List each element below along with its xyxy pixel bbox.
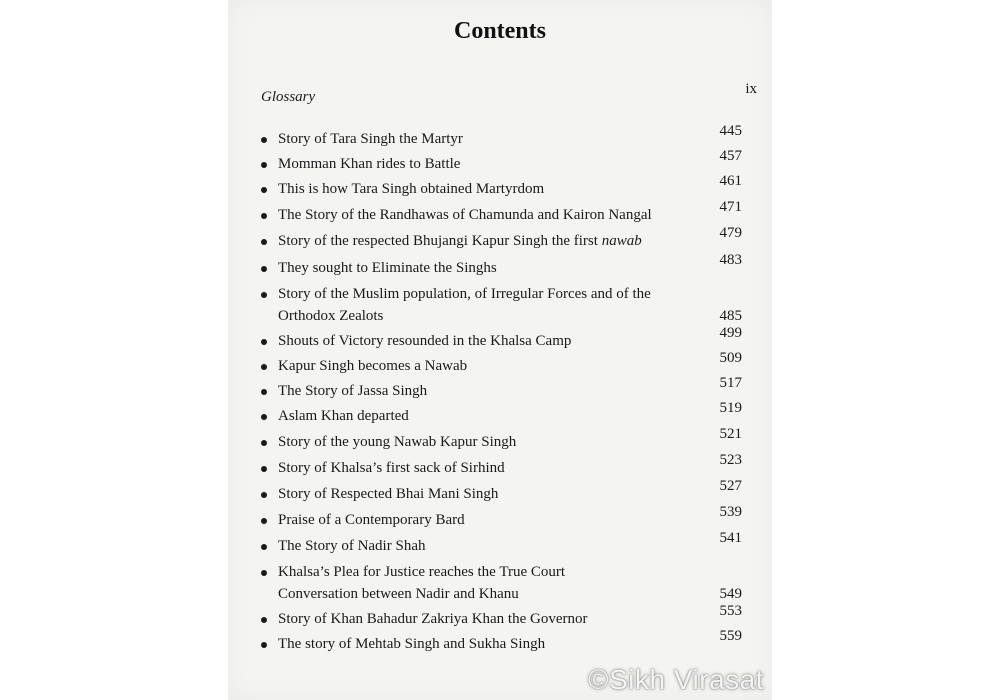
entry-title: Story of Respected Bhai Mani Singh <box>278 486 499 502</box>
bullet-icon <box>261 544 267 550</box>
entry-page-number: 471 <box>719 199 742 215</box>
entry-page-number: 509 <box>719 350 742 366</box>
watermark: ©Sikh Virasat <box>587 664 764 695</box>
bullet-icon <box>261 440 267 446</box>
entry-page-number: 541 <box>719 530 742 546</box>
entry-title: They sought to Eliminate the Singhs <box>278 260 497 276</box>
entry-page-number: 485 <box>719 308 742 324</box>
bullet-icon <box>261 492 267 498</box>
bullet-icon <box>261 642 267 648</box>
bullet-icon <box>261 466 267 472</box>
entry-page-number: 553 <box>719 603 742 619</box>
entry-title-emphasis: nawab <box>601 233 642 249</box>
entry-page-number: 499 <box>719 325 742 341</box>
entry-page-number: 539 <box>719 504 742 520</box>
bullet-icon <box>261 518 267 524</box>
entry-page-number: 521 <box>719 426 742 442</box>
bullet-icon <box>261 162 267 168</box>
entry-title: Story of the Muslim population, of Irregular Forces and of the <box>278 286 651 302</box>
entry-page-number: 559 <box>719 628 742 644</box>
entry-page-number: 519 <box>719 400 742 416</box>
bullet-icon <box>261 570 267 576</box>
bullet-icon <box>261 364 267 370</box>
entry-page-number: 483 <box>719 252 742 268</box>
entry-page-number: 457 <box>719 148 742 164</box>
bullet-icon <box>261 137 267 143</box>
entry-title: This is how Tara Singh obtained Martyrdom <box>278 181 545 197</box>
entry-title: Praise of a Contemporary Bard <box>278 512 465 528</box>
entry-title: Momman Khan rides to Battle <box>278 156 461 172</box>
entry-page-number: 523 <box>719 452 742 468</box>
entry-title: The story of Mehtab Singh and Sukha Singh <box>278 636 546 652</box>
entry-title: The Story of the Randhawas of Chamunda and Kairon Nangal <box>278 207 652 223</box>
bullet-icon <box>261 213 267 219</box>
bullet-icon <box>261 414 267 420</box>
entry-page-number: 461 <box>719 173 742 189</box>
bullet-icon <box>261 339 267 345</box>
glossary-page-number: ix <box>745 81 757 97</box>
book-page <box>228 0 772 700</box>
entry-title: Story of the young Nawab Kapur Singh <box>278 434 517 450</box>
bullet-icon <box>261 266 267 272</box>
entry-title-continued: Orthodox Zealots <box>278 308 384 324</box>
entry-page-number: 479 <box>719 225 742 241</box>
bullet-icon <box>261 239 267 245</box>
entry-page-number: 445 <box>719 123 742 139</box>
entry-title: Kapur Singh becomes a Nawab <box>278 358 468 374</box>
entry-title: Story of Tara Singh the Martyr <box>278 131 463 147</box>
entry-page-number: 517 <box>719 375 742 391</box>
entry-title-continued: Conversation between Nadir and Khanu <box>278 586 519 602</box>
entry-title: Aslam Khan departed <box>278 408 409 424</box>
entry-page-number: 549 <box>719 586 742 602</box>
bullet-icon <box>261 617 267 623</box>
glossary-label: Glossary <box>261 89 316 105</box>
bullet-icon <box>261 292 267 298</box>
entry-title: Shouts of Victory resounded in the Khalsa Camp <box>278 333 572 349</box>
bullet-icon <box>261 389 267 395</box>
entry-title: The Story of Nadir Shah <box>278 538 426 554</box>
page-title: Contents <box>453 18 546 44</box>
entry-title: Story of Khalsa’s first sack of Sirhind <box>278 460 505 476</box>
bullet-icon <box>261 187 267 193</box>
entry-title: Story of the respected Bhujangi Kapur Singh the first nawab <box>278 233 642 249</box>
entry-title: Story of Khan Bahadur Zakriya Khan the Governor <box>278 611 588 627</box>
entry-title: The Story of Jassa Singh <box>278 383 428 399</box>
entry-page-number: 527 <box>719 478 742 494</box>
entry-title: Khalsa’s Plea for Justice reaches the True Court <box>278 564 566 580</box>
